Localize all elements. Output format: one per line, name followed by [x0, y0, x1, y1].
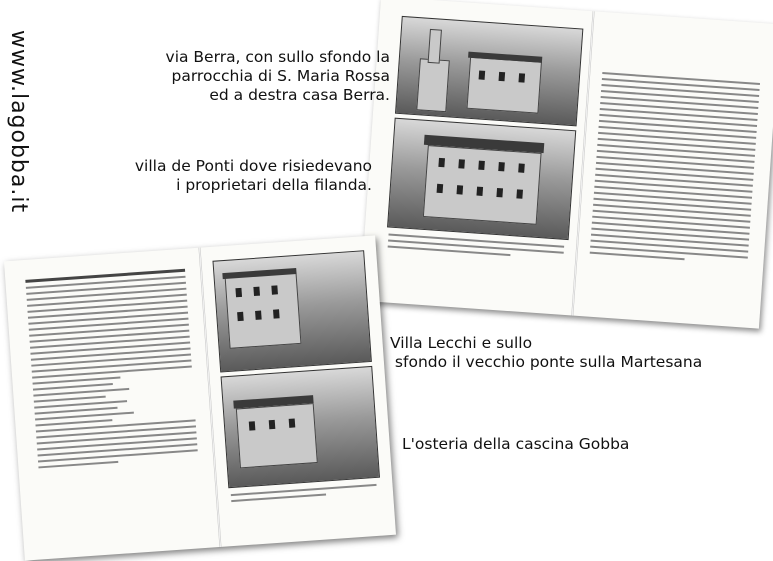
caption-villa-de-ponti: villa de Ponti dove risiedevano i proprietari della filanda.: [134, 157, 372, 194]
photo-via-berra: [395, 16, 583, 126]
book-spread-bottom: [4, 235, 396, 560]
photo-caption-lines: [387, 234, 564, 264]
photo-villa-lecchi: [212, 250, 371, 372]
caption-osteria: L'osteria della cascina Gobba: [402, 435, 630, 453]
page-text-lines: [25, 269, 198, 473]
page-text-lines: [589, 72, 760, 269]
caption-via-berra: via Berra, con sullo sfondo la parrocchia di S. Maria Rossa ed a destra casa Berra.: [165, 48, 390, 104]
photo-villa-de-ponti: [387, 118, 576, 240]
photo-osteria-cascina-gobba: [221, 366, 380, 488]
caption-villa-lecchi: Villa Lecchi e sullo sfondo il vecchio ponte sulla Martesana: [390, 334, 703, 371]
book-spread-top: [360, 0, 773, 329]
site-url[interactable]: www.lagobba.it: [6, 30, 31, 214]
photo-caption-lines: [231, 484, 377, 506]
